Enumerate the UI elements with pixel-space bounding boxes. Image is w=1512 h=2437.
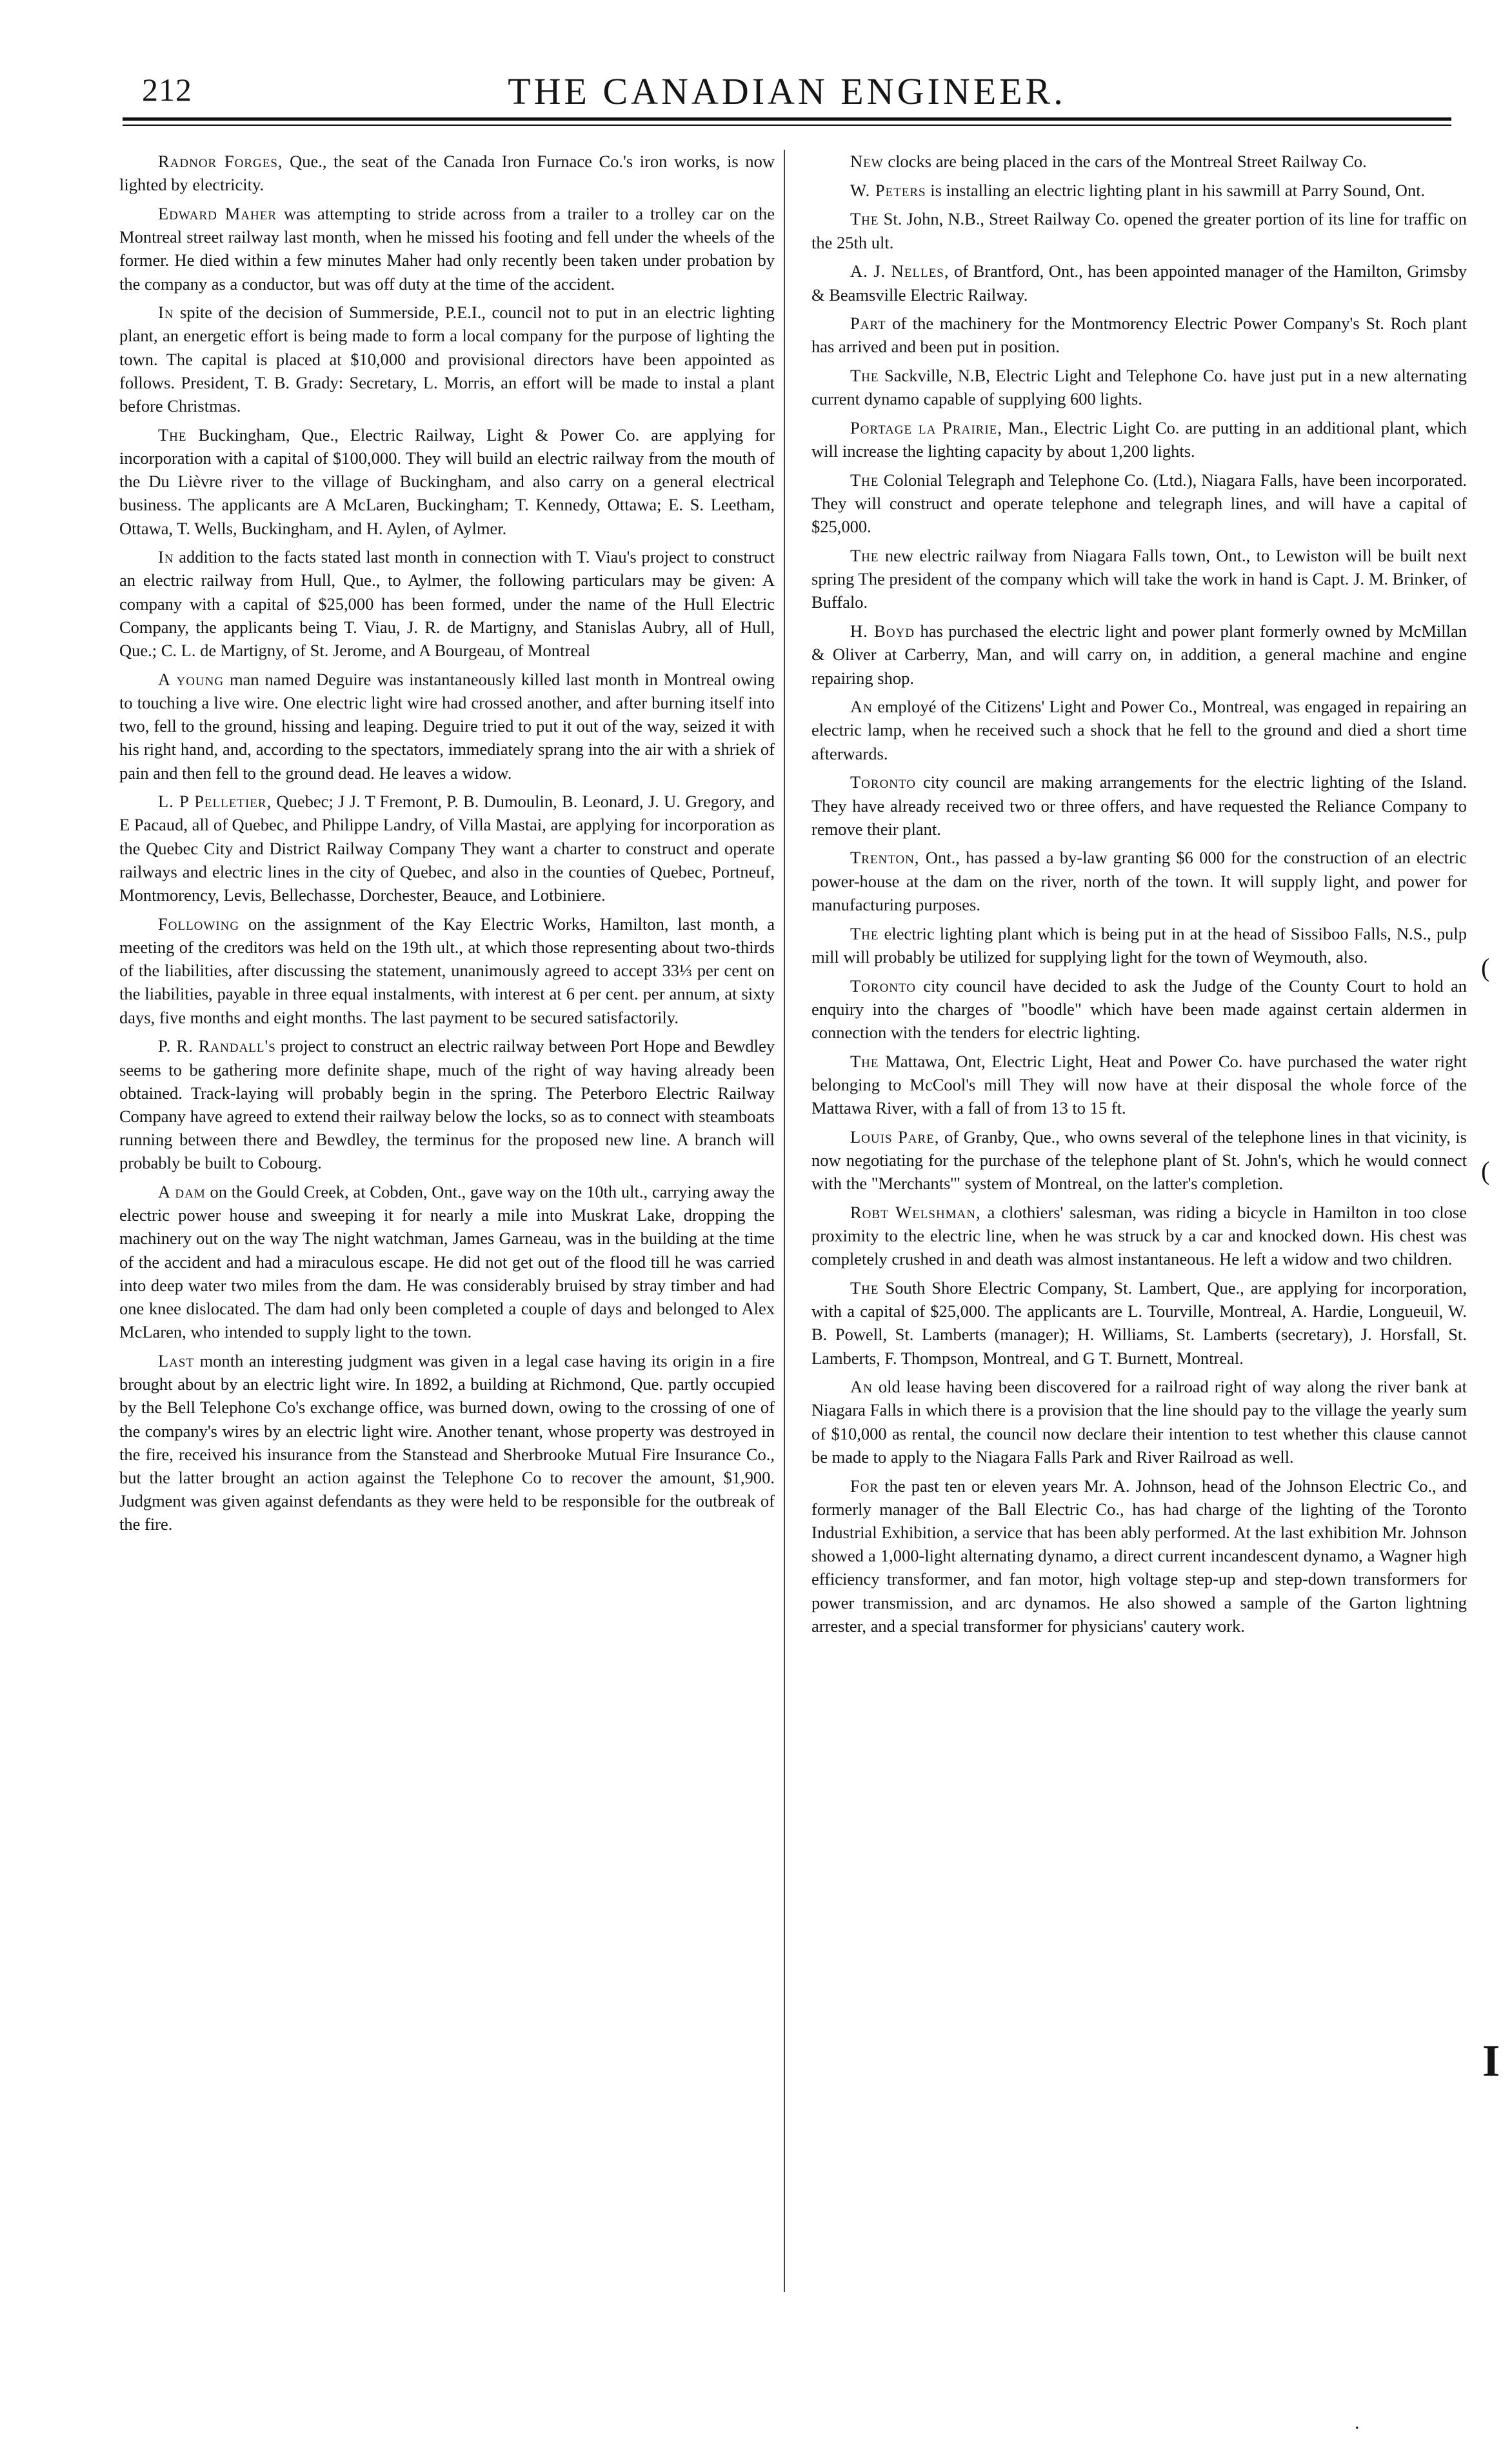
news-item-text: St. John, N.B., Street Railway Co. opened the greater portion of its line for traffic on the 25th ult. [811, 209, 1467, 252]
news-item-text: Quebec; J J. T Fremont, P. B. Dumoulin, B. Leonard, J. U. Gregory, and E Pacaud, all of Quebec, and Philippe Landry, of Villa Mastai, are applying for incorporation as the Quebec City and District Railway Company They want a charter to construct and operate railways and electric lines in the city of Quebec, and also in the counties of Quebec, Portneuf, Montmorency, Levis, Bellechasse, Dorchester, Beauce, and Lotbiniere. [119, 792, 775, 905]
news-item-text: project to construct an electric railway between Port Hope and Bewdley seems to be gathering more definite shape, much of the right of way having already been obtained. Track-laying will probably begin in the spring. The Peterboro Electric Railway Company have agreed to extend their railway below the locks, so as to connect with steamboats running between there and Bewdley, the terminus for the proposed new line. A branch will probably be built to Cobourg. [119, 1036, 775, 1173]
news-item-text: is installing an electric lighting plant in his sawmill at Parry Sound, Ont. [926, 180, 1426, 200]
news-item-lead: L. P Pelletier, [158, 792, 272, 812]
news-item-text: on the assignment of the Kay Electric Works, Hamilton, last month, a meeting of the creditors was held on the 19th ult., at which those representing about two-thirds of the liabilities, after discussing the statement, unanimously agreed to accept 33⅓ per cent on the liabilities, payable in three equal instalments, with interest at 6 per cent. per annum, at sixty days, five months and eight months. The last payment to be secured satisfactorily. [119, 914, 775, 1027]
margin-mark: ( [1481, 953, 1490, 982]
news-item [119, 202, 775, 296]
news-item-lead: An [850, 697, 873, 717]
news-item [119, 423, 775, 540]
news-item-text: Man., Electric Light Co. are putting in an additional plant, which will increase the lighting capacity by about 1,200 lights. [811, 418, 1467, 461]
news-item-text: of the machinery for the Montmorency Electric Power Company's St. Roch plant has arrived and been put in position. [811, 314, 1467, 357]
header-rule [123, 117, 1451, 121]
news-item [811, 619, 1467, 690]
header-rule-thin [123, 125, 1451, 126]
news-item-text: employé of the Citizens' Light and Power Co., Montreal, was engaged in repairing an electric lamp, when he received such a shock that he fell to the ground and died a short time afterwards. [811, 697, 1467, 763]
news-item [811, 1125, 1467, 1196]
news-item-lead: In [158, 303, 174, 323]
news-item [119, 545, 775, 662]
news-item-lead: For [850, 1476, 879, 1496]
news-item-text: of Brantford, Ont., has been appointed manager of the Hamilton, Grimsby & Beamsville Electric Railway. [811, 261, 1467, 305]
news-item-text: was attempting to stride across from a trailer to a trolley car on the Montreal street railway last month, when he missed his footing and fell under the wheels of the former. He died within a few minutes Maher had only recently been taken under probation by the company as a conductor, but was off duty at the time of the accident. [119, 203, 775, 294]
news-item [811, 468, 1467, 539]
news-item-text: Que., the seat of the Canada Iron Furnace Co.'s iron works, is now lighted by electricity. [119, 152, 775, 195]
news-item-text: month an interesting judgment was given in a legal case having its origin in a fire brought about by an electric light wire. In 1892, a building at Richmond, Que. partly occupied by the Bell Telephone Co's exchange office, was burned down, owing to the crossing of one of the company's wires by an electric light wire. Another tenant, whose property was destroyed in the fire, received his insurance from the Stanstead and Sherbrooke Mutual Fire Insurance Co., but the latter brought an action against the Telephone Co to recover the amount, $1,900. Judgment was given against defendants as they were held to be responsible for the outbreak of the fire. [119, 1350, 775, 1534]
news-item [811, 207, 1467, 254]
margin-mark: . [1355, 2412, 1360, 2433]
news-item-text: old lease having been discovered for a railroad right of way along the river bank at Niagara Falls in which there is a provision that the line should pay to the village the yearly sum of $10,000 as rental, the council now declare their intention to test whether this clause cannot be made to apply to the Niagara Falls Park and River Railroad as well. [811, 1377, 1467, 1467]
news-item-lead: Edward Maher [158, 203, 277, 223]
news-item-text: a clothiers' salesman, was riding a bicycle in Hamilton in too close proximity to the electric line, when he was struck by a car and knocked down. His chest was completely crushed in and death was almost instantaneous. He left a widow and two children. [811, 1202, 1467, 1269]
news-item-text: Ont., has passed a by-law granting $6 000 for the construction of an electric power-house at the dam on the river, north of the town. It will supply light, and power for manufacturing purposes. [811, 848, 1467, 914]
news-item-lead: The [850, 1278, 879, 1298]
news-item-text: on the Gould Creek, at Cobden, Ont., gave way on the 10th ult., carrying away the electric power house and sweeping it for nearly a mile into Muskrat Lake, dropping the machinery out on the way The night watchman, James Garneau, was in the building at the time of the accident and had a miraculous escape. He did not get out of the flood till he was carried into deep water two miles from the dam. He was considerably bruised by stray timber and had one knee dislocated. The dam had only been completed a couple of days and belonged to Alex McLaren, who intended to supply light to the town. [119, 1182, 775, 1342]
journal-title: THE CANADIAN ENGINEER. [508, 70, 1066, 112]
news-item-text: city council have decided to ask the Judge of the County Court to hold an enquiry into the charges of "boodle" which have been made against certain aldermen in connection with the tenders for electric lighting. [811, 976, 1467, 1042]
news-item-lead: New [850, 152, 884, 171]
news-item [811, 695, 1467, 765]
news-item-text: South Shore Electric Company, St. Lambert, Que., are applying for incorporation, with a capital of $25,000. The applicants are L. Tourville, Montreal, A. Hardie, Longueuil, W. B. Powell, St. Lamberts (manager); H. Williams, St. Lamberts (secretary), J. Horsfall, St. Lamberts, F. Thompson, Montreal, and G T. Burnett, Montreal. [811, 1278, 1467, 1368]
news-item-text: clocks are being placed in the cars of the Montreal Street Railway Co. [883, 152, 1367, 171]
column-divider [784, 150, 785, 2292]
news-item [811, 1474, 1467, 1638]
news-item-lead: W. Peters [850, 180, 926, 200]
news-item [811, 846, 1467, 916]
news-item-text: electric lighting plant which is being put in at the head of Sissiboo Falls, N.S., pulp mill will probably be utilized for supplying light for the town of Weymouth, also. [811, 923, 1467, 967]
news-item-text: Buckingham, Que., Electric Railway, Light & Power Co. are applying for incorporation with a capital of $100,000. They will build an electric railway from the mouth of the Du Lièvre river to the village of Buckingham, and also carry on a general electrical business. The applicants are A McLaren, Buckingham; T. Kennedy, Ottawa; E. S. Leetham, Ottawa, T. Wells, Buckingham, and H. Aylen, of Aylmer. [119, 425, 775, 538]
news-item [811, 416, 1467, 463]
news-item-lead: Toronto [850, 976, 917, 996]
news-item [811, 179, 1467, 202]
news-item [811, 544, 1467, 614]
news-item-lead: Louis Pare, [850, 1127, 940, 1147]
news-item [119, 668, 775, 785]
news-item-text: spite of the decision of Summerside, P.E.I., council not to put in an electric lighting plant, an energetic effort is being made to form a local company for the purpose of lighting the town. The capital is placed at $10,000 and provisional directors have been appointed as follows. President, T. B. Grady: Secretary, L. Morris, an effort will be made to instal a plant before Christmas. [119, 303, 775, 416]
page-number: 212 [142, 72, 192, 108]
news-item-lead: Robt Welshman, [850, 1202, 981, 1222]
news-item-lead: An [850, 1377, 873, 1397]
news-item-lead: The [850, 923, 879, 943]
news-item-lead: Following [158, 914, 240, 934]
margin-mark: ( [1481, 1156, 1490, 1185]
news-item-lead: In [158, 547, 174, 567]
news-item-lead: The [850, 470, 879, 490]
news-item-lead: H. Boyd [850, 621, 915, 641]
news-item-text: the past ten or eleven years Mr. A. Johnson, head of the Johnson Electric Co., and formerly manager of the Ball Electric Co., has had charge of the lighting of the Toronto Industrial Exhibition, a service that has been ably performed. At the last exhibition Mr. Johnson showed a 1,000-light alternating dynamo, a direct current incandescent dynamo, a Wagner high efficiency transformer, and fan motor, high voltage step-up and step-down transformers for power transmission, and arc dynamos. He also showed a sample of the Garton lightning arrester, and a special transformer for physicians' cautery work. [811, 1476, 1467, 1636]
news-item-lead: A young [158, 669, 224, 689]
news-item-text: of Granby, Que., who owns several of the telephone lines in that vicinity, is now negotiating for the purchase of the telephone plant of St. John's, which he would connect with the "Merchants'" system of Montreal, on the latter's completion. [811, 1127, 1467, 1194]
news-item [119, 301, 775, 417]
news-item-text: new electric railway from Niagara Falls town, Ont., to Lewiston will be built next spring The president of the company which will take the work in hand is Capt. J. M. Brinker, of Buffalo. [811, 546, 1467, 612]
news-item [119, 1349, 775, 1536]
news-item-lead: The [158, 425, 187, 445]
left-column [119, 150, 775, 2343]
news-item-lead: Part [850, 314, 886, 334]
news-item [119, 912, 775, 1029]
news-item-lead: The [850, 366, 879, 386]
news-item [811, 259, 1467, 306]
news-item [811, 1276, 1467, 1370]
news-item-lead: Radnor Forges, [158, 152, 283, 171]
news-item [811, 312, 1467, 358]
news-item-lead: The [850, 1051, 879, 1071]
right-column [811, 150, 1467, 2343]
news-item [119, 150, 775, 196]
news-item-lead: The [850, 546, 879, 566]
page-header [123, 70, 1451, 121]
news-item-text: Mattawa, Ont, Electric Light, Heat and Power Co. have purchased the water right belonging to McCool's mill They will now have at their disposal the whole force of the Mattawa River, with a fall of from 13 to 15 ft. [811, 1051, 1467, 1118]
news-item-lead: Trenton, [850, 848, 920, 868]
news-item [811, 1201, 1467, 1271]
news-item [119, 1180, 775, 1343]
news-item-text: man named Deguire was instantaneously killed last month in Montreal owing to touching a live wire. One electric light wire had crossed another, and after burning itself into two, fell to the ground, hissing and leaping. Deguire tried to put it out of the way, seized it with his right hand, and, according to the spectators, immediately sprang into the air with a shriek of pain and then fell to the ground dead. He leaves a widow. [119, 669, 775, 783]
news-item-lead: P. R. Randall's [158, 1036, 276, 1056]
news-item-lead: The [850, 209, 879, 229]
news-item [811, 974, 1467, 1045]
news-item [811, 150, 1467, 173]
news-item [811, 1050, 1467, 1120]
news-item [811, 922, 1467, 968]
news-item [811, 1375, 1467, 1469]
news-item-text: addition to the facts stated last month in connection with T. Viau's project to construct an electric railway from Hull, Que., to Aylmer, the following particulars may be given: A company with a capital of $25,000 has been formed, under the name of the Hull Electric Company, the applicants being T. Viau, J. R. de Martigny, and Stanislas Aubry, all of Hull, Que.; C. L. de Martigny, of St. Jerome, and A Bourgeau, of Montreal [119, 547, 775, 661]
news-item-lead: A dam [158, 1182, 206, 1202]
news-item-lead: A. J. Nelles, [850, 261, 950, 281]
margin-mark: I [1482, 2036, 1500, 2086]
news-item [811, 770, 1467, 841]
news-item-text: city council are making arrangements for the electric lighting of the Island. They have already received two or three offers, and have requested the Reliance Company to remove their plant. [811, 772, 1467, 839]
news-item [811, 364, 1467, 410]
news-item-lead: Toronto [850, 772, 917, 792]
news-item-lead: Last [158, 1350, 195, 1370]
news-item [119, 790, 775, 907]
news-item-text: has purchased the electric light and power plant formerly owned by McMillan & Oliver at Carberry, Man, and will carry on, in addition, a general machine and engine repairing shop. [811, 621, 1467, 688]
news-item-text: Colonial Telegraph and Telephone Co. (Ltd.), Niagara Falls, have been incorporated. They will construct and operate telephone and telegraph lines, and will have a capital of $25,000. [811, 470, 1467, 537]
news-item-lead: Portage la Prairie, [850, 418, 1002, 438]
news-item [119, 1034, 775, 1174]
news-item-text: Sackville, N.B, Electric Light and Telephone Co. have just put in a new alternating current dynamo capable of supplying 600 lights. [811, 366, 1467, 409]
